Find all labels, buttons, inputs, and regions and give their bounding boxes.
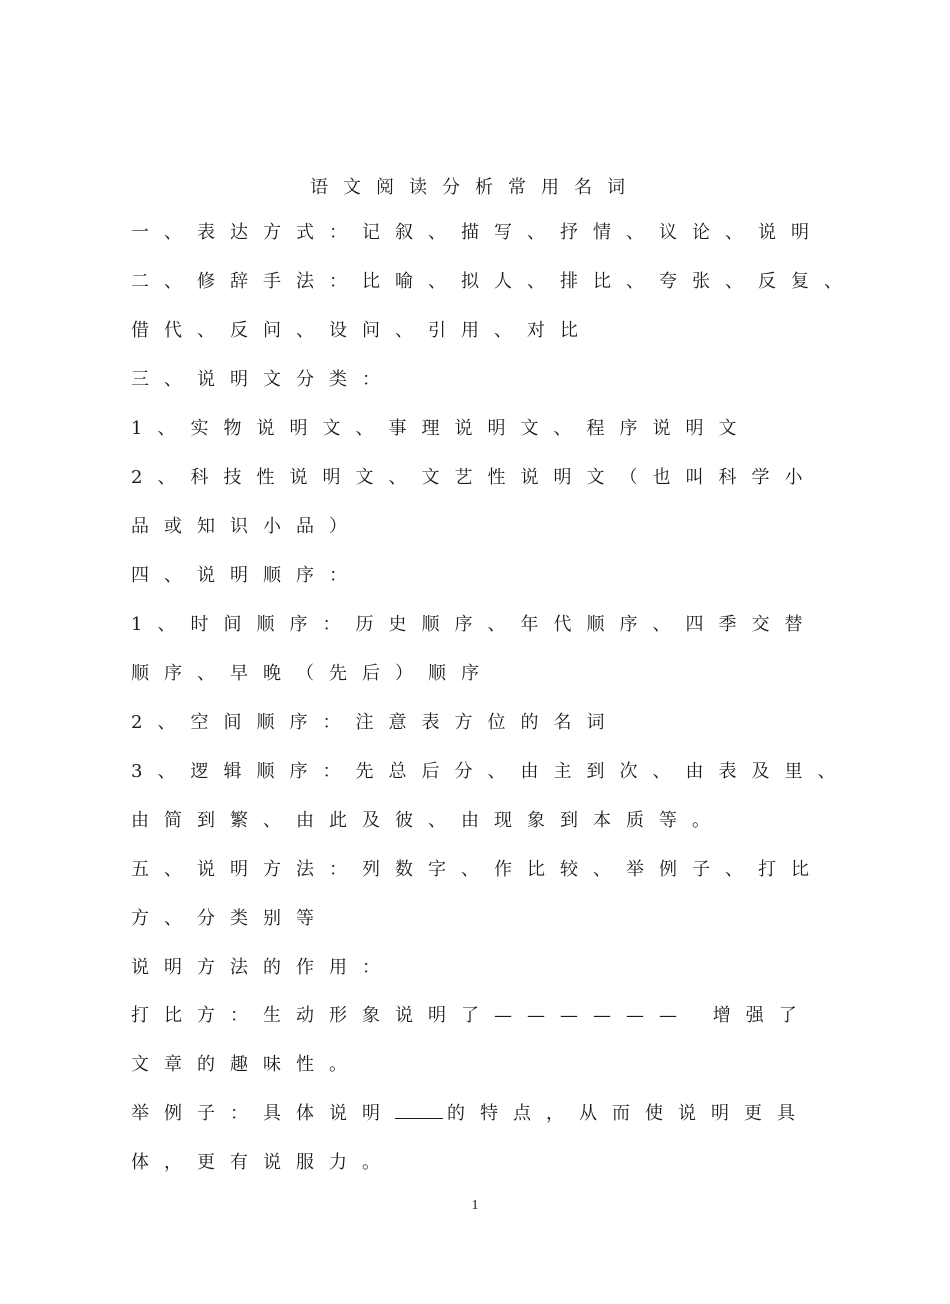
example-line: [131, 1102, 851, 1126]
line-1: 一、表达方式：记叙、描写、抒情、议论、说明: [131, 222, 824, 243]
line-13: 由简到繁、由此及彼、由现象到本质等。: [131, 810, 725, 831]
line-14: 五、说明方法：列数字、作比较、举例子、打比: [131, 859, 824, 880]
example-line-suffix: 的特点，从而使说明更具: [447, 1103, 810, 1124]
line-5: 1、实物说明文、事理说明文、程序说明文: [131, 418, 752, 439]
line-9: 1、时间顺序：历史顺序、年代顺序、四季交替: [131, 614, 818, 635]
line-7: 品或知识小品）: [131, 516, 362, 537]
line-16: 说明方法的作用：: [131, 957, 395, 978]
line-12: 3、逻辑顺序：先总后分、由主到次、由表及里、: [131, 761, 851, 782]
line-2: 二、修辞手法：比喻、拟人、排比、夸张、反复、: [131, 271, 857, 292]
line-6: 2、科技性说明文、文艺性说明文（也叫科学小: [131, 467, 818, 488]
line-3: 借代、反问、设问、引用、对比: [131, 320, 593, 341]
line-17: 打比方：生动形象说明了—————— 增强了: [131, 1005, 812, 1026]
line-4: 三、说明文分类：: [131, 369, 395, 390]
line-11: 2、空间顺序：注意表方位的名词: [131, 712, 620, 733]
line-8: 四、说明顺序：: [131, 565, 362, 586]
fill-in-blank: [395, 1102, 443, 1119]
line-18: 文章的趣味性。: [131, 1054, 362, 1075]
line-15: 方、分类别等: [131, 908, 329, 929]
line-10: 顺序、早晚（先后）顺序: [131, 663, 494, 684]
line-last: 体，更有说服力。: [131, 1152, 395, 1173]
page-title: 语文阅读分析常用名词: [310, 177, 640, 198]
page-number: 1: [471, 1198, 479, 1213]
example-line-prefix: 举例子：具体说明: [131, 1103, 395, 1124]
